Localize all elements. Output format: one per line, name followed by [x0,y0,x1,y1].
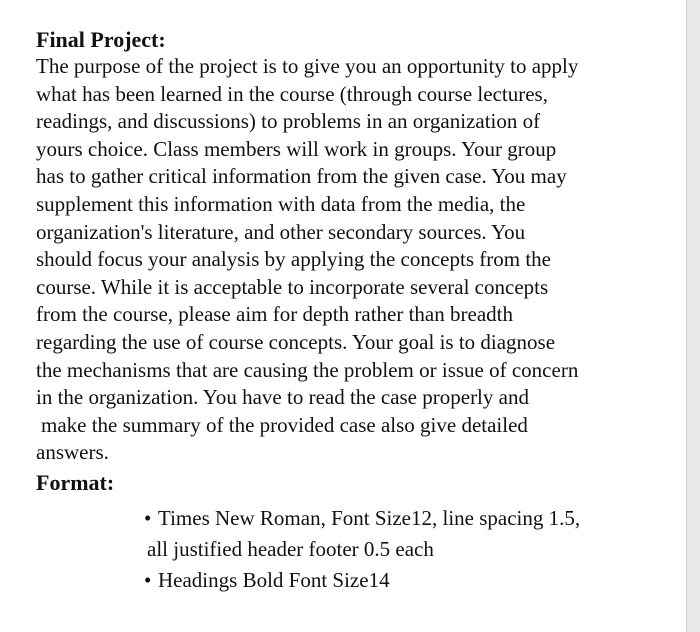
format-item-headings [144,565,676,596]
description-line: has to gather critical information from the given case. You may [36,164,567,189]
description-line: make the summary of the provided case also give detailed [41,412,528,437]
page-edge [686,0,700,632]
description-line: answers. [36,440,109,465]
description-line: the mechanisms that are causing the problem or issue of concern [36,357,579,382]
format-item-text: Times New Roman, Font Size12, line spacing 1.5, [158,505,581,530]
description-line: should focus your analysis by applying the concepts from the [36,247,551,272]
format-list [36,503,676,596]
format-item-text: all justified header footer 0.5 each [147,536,434,561]
project-description [36,53,676,467]
description-line: what has been learned in the course (through course lectures, [36,81,548,106]
document-content [36,26,676,596]
description-line: from the course, please aim for depth rather than breadth [36,302,513,327]
description-line: regarding the use of course concepts. Your goal is to diagnose [36,329,556,354]
bullet-icon: • [144,567,152,592]
description-line: The purpose of the project is to give you an opportunity to apply [36,54,579,78]
description-line: in the organization. You have to read the case properly and [36,385,529,410]
description-line: yours choice. Class members will work in groups. Your group [36,136,557,161]
document-title: Final Project: [36,27,166,52]
format-item-font [144,503,676,565]
bullet-icon: • [144,505,152,530]
description-line: course. While it is acceptable to incorporate several concepts [36,274,549,299]
format-heading: Format: [36,469,115,495]
description-line: supplement this information with data from the media, the [36,191,526,216]
format-item-text: Headings Bold Font Size14 [158,567,390,592]
description-line: readings, and discussions) to problems in an organization of [36,109,541,134]
description-line: organization's literature, and other secondary sources. You [36,219,526,244]
